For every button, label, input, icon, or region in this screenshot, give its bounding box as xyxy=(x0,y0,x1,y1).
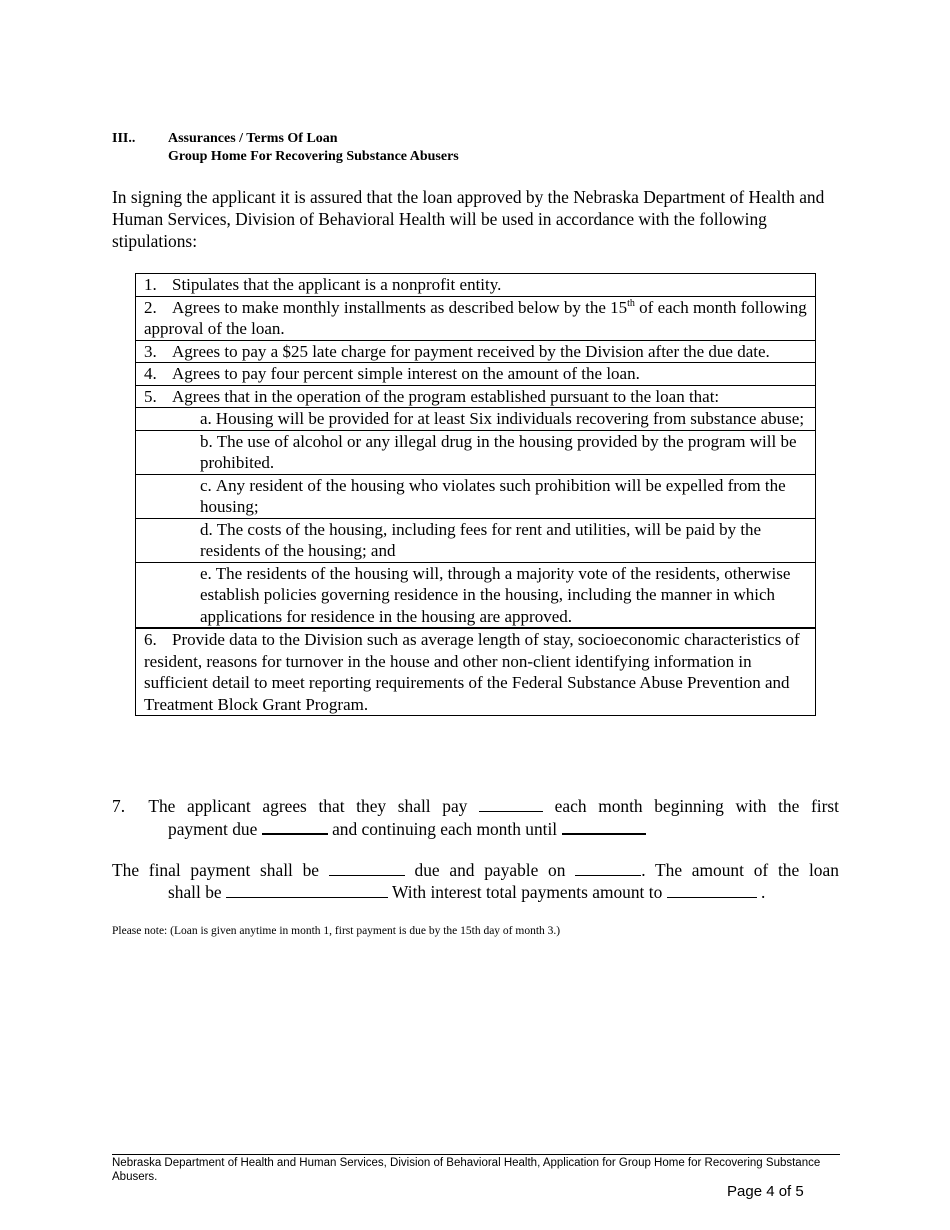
item-number: 3. xyxy=(144,341,157,361)
footer-text: Nebraska Department of Health and Human Services, Division of Behavioral Health, Application for Group Home for Recovering Substance Abusers. xyxy=(112,1157,821,1183)
payment-text: The final payment shall be xyxy=(112,860,320,880)
payment-schedule-paragraph xyxy=(112,796,839,840)
footer-divider xyxy=(112,1154,840,1155)
section-number: III.. xyxy=(112,131,136,146)
item-text: Agrees to pay four percent simple interest on the amount of the loan. xyxy=(172,364,640,383)
payment-text: The applicant agrees that they shall pay xyxy=(148,796,468,816)
final-payment-paragraph xyxy=(112,860,839,903)
payment-text: loan xyxy=(808,860,839,880)
stipulations-table xyxy=(135,273,816,716)
final-payment-line-1 xyxy=(112,860,839,882)
table-row xyxy=(136,518,816,562)
stipulation-5 xyxy=(136,385,816,408)
payment-note: Please note: (Loan is given anytime in month 1, first payment is due by the 15th day of month 3.) xyxy=(112,925,561,937)
payment-text: due and payable on xyxy=(414,860,566,880)
stipulation-2 xyxy=(136,296,816,340)
item-text: The residents of the housing will, through a majority vote of the residents, otherwise establish policies governing residence in the housing, including the manner in which applications for residence in the housing are approved. xyxy=(200,563,791,626)
stipulation-3 xyxy=(136,340,816,363)
payment-text: the xyxy=(777,860,800,880)
item-text: Agrees that in the operation of the program established pursuant to the loan that: xyxy=(172,386,720,406)
payment-text: first xyxy=(811,796,840,816)
section-subtitle: Group Home For Recovering Substance Abusers xyxy=(168,149,459,164)
payment-text: with xyxy=(735,796,767,816)
loan-amount-blank[interactable] xyxy=(226,882,388,898)
stipulation-5a xyxy=(136,408,816,431)
section-title: Assurances / Terms Of Loan xyxy=(168,131,338,146)
first-payment-date-blank[interactable] xyxy=(262,818,328,835)
final-payment-amount-blank[interactable] xyxy=(329,860,405,876)
item-letter: b. xyxy=(200,431,213,451)
payment-schedule-line-2 xyxy=(112,818,839,841)
stipulation-4 xyxy=(136,363,816,386)
stipulation-5d xyxy=(136,518,816,562)
payment-text: the xyxy=(778,796,800,816)
payment-text: payment due xyxy=(168,818,258,839)
table-row xyxy=(136,430,816,474)
item-text: Agrees to pay a $25 late charge for payment received by the Division after the due date. xyxy=(172,341,770,361)
item-text: Stipulates that the applicant is a nonprofit entity. xyxy=(172,275,502,294)
stipulation-5b xyxy=(136,430,816,474)
item-number: 7. xyxy=(112,796,126,816)
end-date-blank[interactable] xyxy=(562,818,646,835)
page-number: Page 4 of 5 xyxy=(727,1183,804,1200)
item-number: 6. xyxy=(144,630,157,649)
stipulation-5c xyxy=(136,474,816,518)
payment-text: The xyxy=(655,860,683,880)
payment-text: beginning xyxy=(654,796,724,816)
item-text: Provide data to the Division such as average length of stay, socioeconomic characteristics of resident, reasons for turnover in the house and other non-client identifying information in sufficient detail to meet reporting requirements of the Federal Substance Abuse Prevention and Treatment Block Grant Program. xyxy=(144,630,800,714)
table-row xyxy=(136,408,816,431)
payment-text: . xyxy=(641,860,646,880)
item-number: 1. xyxy=(144,275,157,294)
stipulation-1 xyxy=(136,274,816,297)
item-letter: a. xyxy=(200,409,212,428)
payment-text: each xyxy=(554,796,587,816)
table-row xyxy=(136,363,816,386)
item-number: 5. xyxy=(144,386,157,406)
payment-text: month xyxy=(598,796,643,816)
table-row xyxy=(136,562,816,628)
table-row xyxy=(136,340,816,363)
table-row xyxy=(136,628,816,716)
ordinal-suffix: th xyxy=(627,297,635,309)
item-letter: e. xyxy=(200,563,212,583)
item-text: Agrees to make monthly installments as described below by the 15 xyxy=(172,297,628,317)
intro-paragraph: In signing the applicant it is assured that the loan approved by the Nebraska Department of Health and Human Services, Division of Behavioral Health will be used in accordance with the following stipulations: xyxy=(112,187,825,251)
final-payment-line-2 xyxy=(112,882,839,904)
item-text: Any resident of the housing who violates such prohibition will be expelled from the housing; xyxy=(200,475,786,516)
table-row xyxy=(136,474,816,518)
table-row xyxy=(136,296,816,340)
stipulation-5e xyxy=(136,562,816,628)
payment-text: With interest total payments amount to xyxy=(392,881,663,902)
item-text-continued: of each month following approval of the loan. xyxy=(144,297,807,338)
payment-text: . xyxy=(761,881,766,902)
item-number: 2. xyxy=(144,297,157,317)
stipulation-6 xyxy=(136,628,816,716)
table-row xyxy=(136,274,816,297)
monthly-amount-blank[interactable] xyxy=(479,796,543,812)
payment-text: amount xyxy=(691,860,744,880)
final-payment-date-blank[interactable] xyxy=(575,860,641,876)
payment-text: of xyxy=(753,860,769,880)
total-payments-blank[interactable] xyxy=(667,882,757,898)
section-titles xyxy=(168,130,459,166)
payment-text: shall be xyxy=(168,881,222,902)
item-number: 4. xyxy=(144,364,157,383)
item-text: The use of alcohol or any illegal drug in the housing provided by the program will be prohibited. xyxy=(200,431,797,472)
payment-schedule-line-1 xyxy=(112,796,839,818)
table-row xyxy=(136,385,816,408)
item-text: Housing will be provided for at least Six individuals recovering from substance abuse; xyxy=(215,409,805,428)
payment-text: and continuing each month until xyxy=(332,818,558,839)
item-text: The costs of the housing, including fees for rent and utilities, will be paid by the residents of the housing; and xyxy=(200,519,762,560)
item-letter: c. xyxy=(200,475,212,495)
item-letter: d. xyxy=(200,519,213,539)
